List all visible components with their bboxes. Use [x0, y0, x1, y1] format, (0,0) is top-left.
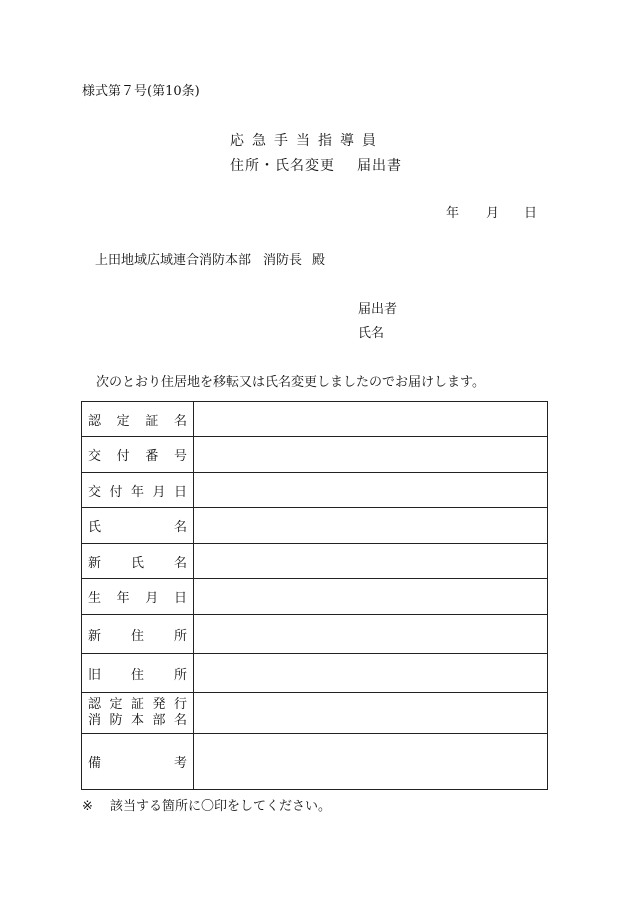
document-title: 応急手当指導員 — [230, 133, 384, 149]
row-label — [82, 579, 194, 615]
label-char: 新 — [88, 555, 102, 571]
form-table — [81, 401, 548, 790]
label-text — [88, 516, 187, 535]
row-value-cell[interactable] — [194, 615, 548, 654]
note — [82, 795, 331, 814]
row-label — [82, 615, 194, 654]
table-row — [82, 693, 548, 734]
row-value-cell[interactable] — [194, 693, 548, 734]
row-label — [82, 437, 194, 473]
table-row — [82, 402, 548, 437]
row-label — [82, 693, 194, 734]
label-text — [88, 587, 187, 606]
table-row — [82, 508, 548, 544]
label-char: 旧 — [88, 667, 102, 683]
table-row — [82, 473, 548, 508]
addressee — [95, 249, 325, 268]
subtitle-left: 住所・氏名変更 — [230, 158, 335, 174]
label-char: 日 — [173, 591, 187, 606]
table-row — [82, 654, 548, 693]
label-text — [88, 410, 187, 429]
label-text — [88, 625, 187, 644]
document-subtitle — [230, 155, 402, 175]
row-value-cell[interactable] — [194, 734, 548, 790]
label-char: 証 — [130, 697, 144, 712]
label-line-2 — [88, 713, 187, 729]
form-number: 様式第７号(第10条) — [82, 84, 200, 99]
label-char: 号 — [173, 449, 187, 464]
label-char: 新 — [88, 628, 102, 644]
subtitle-right: 届出書 — [357, 158, 402, 174]
label-char: 住 — [130, 628, 144, 644]
date-line — [446, 202, 537, 221]
label-char: 氏 — [88, 520, 102, 535]
label-char: 日 — [173, 484, 187, 500]
row-value-cell[interactable] — [194, 473, 548, 508]
label-char: 認 — [88, 697, 102, 712]
table-row — [82, 544, 548, 579]
table-row — [82, 437, 548, 473]
addressee-position: 消防長 — [263, 253, 303, 268]
table-row — [82, 615, 548, 654]
row-label — [82, 508, 194, 544]
note-text: 該当する箇所に〇印をしてください。 — [110, 799, 332, 814]
label-char: 月 — [145, 591, 159, 606]
label-char: 認 — [88, 413, 102, 429]
row-value-cell[interactable] — [194, 508, 548, 544]
label-char: 備 — [88, 756, 102, 771]
label-char: 生 — [88, 591, 102, 606]
row-value-cell[interactable] — [194, 654, 548, 693]
label-char: 考 — [173, 756, 187, 771]
label-text — [88, 445, 187, 464]
label-char: 年 — [116, 591, 130, 606]
label-char: 氏 — [130, 555, 144, 571]
row-label — [82, 402, 194, 437]
label-char: 名 — [173, 555, 187, 571]
addressee-org: 上田地域広域連合消防本部 — [95, 253, 252, 268]
label-char: 定 — [109, 697, 123, 712]
label-char: 定 — [116, 413, 130, 429]
row-label — [82, 544, 194, 579]
label-char: 所 — [173, 667, 187, 683]
note-mark: ※ — [82, 799, 93, 814]
label-char: 住 — [130, 667, 144, 683]
row-value-cell[interactable] — [194, 544, 548, 579]
label-char: 防 — [109, 713, 123, 728]
label-char: 番 — [145, 449, 159, 464]
label-char: 付 — [116, 449, 130, 464]
label-char: 月 — [152, 484, 166, 500]
date-year: 年 — [446, 206, 460, 221]
submitter-name-label: 氏名 — [358, 326, 385, 341]
addressee-honorific: 殿 — [312, 253, 326, 268]
label-char: 行 — [173, 697, 187, 712]
label-char: 発 — [152, 697, 166, 712]
label-char: 年 — [130, 484, 144, 500]
label-char: 部 — [152, 713, 166, 728]
label-text — [88, 664, 187, 683]
date-day: 日 — [524, 206, 538, 221]
label-char: 名 — [173, 713, 187, 728]
label-char: 所 — [173, 628, 187, 644]
label-char: 本 — [130, 713, 144, 728]
label-char: 付 — [109, 484, 123, 500]
row-value-cell[interactable] — [194, 402, 548, 437]
intro-text: 次のとおり住居地を移転又は氏名変更しましたのでお届けします。 — [96, 375, 485, 390]
label-char: 交 — [88, 484, 102, 500]
label-line-1 — [88, 697, 187, 713]
row-label — [82, 734, 194, 790]
label-text — [88, 481, 187, 500]
row-value-cell[interactable] — [194, 437, 548, 473]
table-row — [82, 579, 548, 615]
label-char: 名 — [173, 413, 187, 429]
table-row — [82, 734, 548, 790]
label-char: 証 — [145, 413, 159, 429]
label-char: 消 — [88, 713, 102, 728]
row-label — [82, 654, 194, 693]
label-char: 交 — [88, 449, 102, 464]
row-label — [82, 473, 194, 508]
submitter-label: 届出者 — [358, 302, 398, 317]
row-value-cell[interactable] — [194, 579, 548, 615]
label-text — [88, 752, 187, 771]
label-text — [88, 552, 187, 571]
date-month: 月 — [486, 206, 500, 221]
label-char: 名 — [173, 520, 187, 535]
